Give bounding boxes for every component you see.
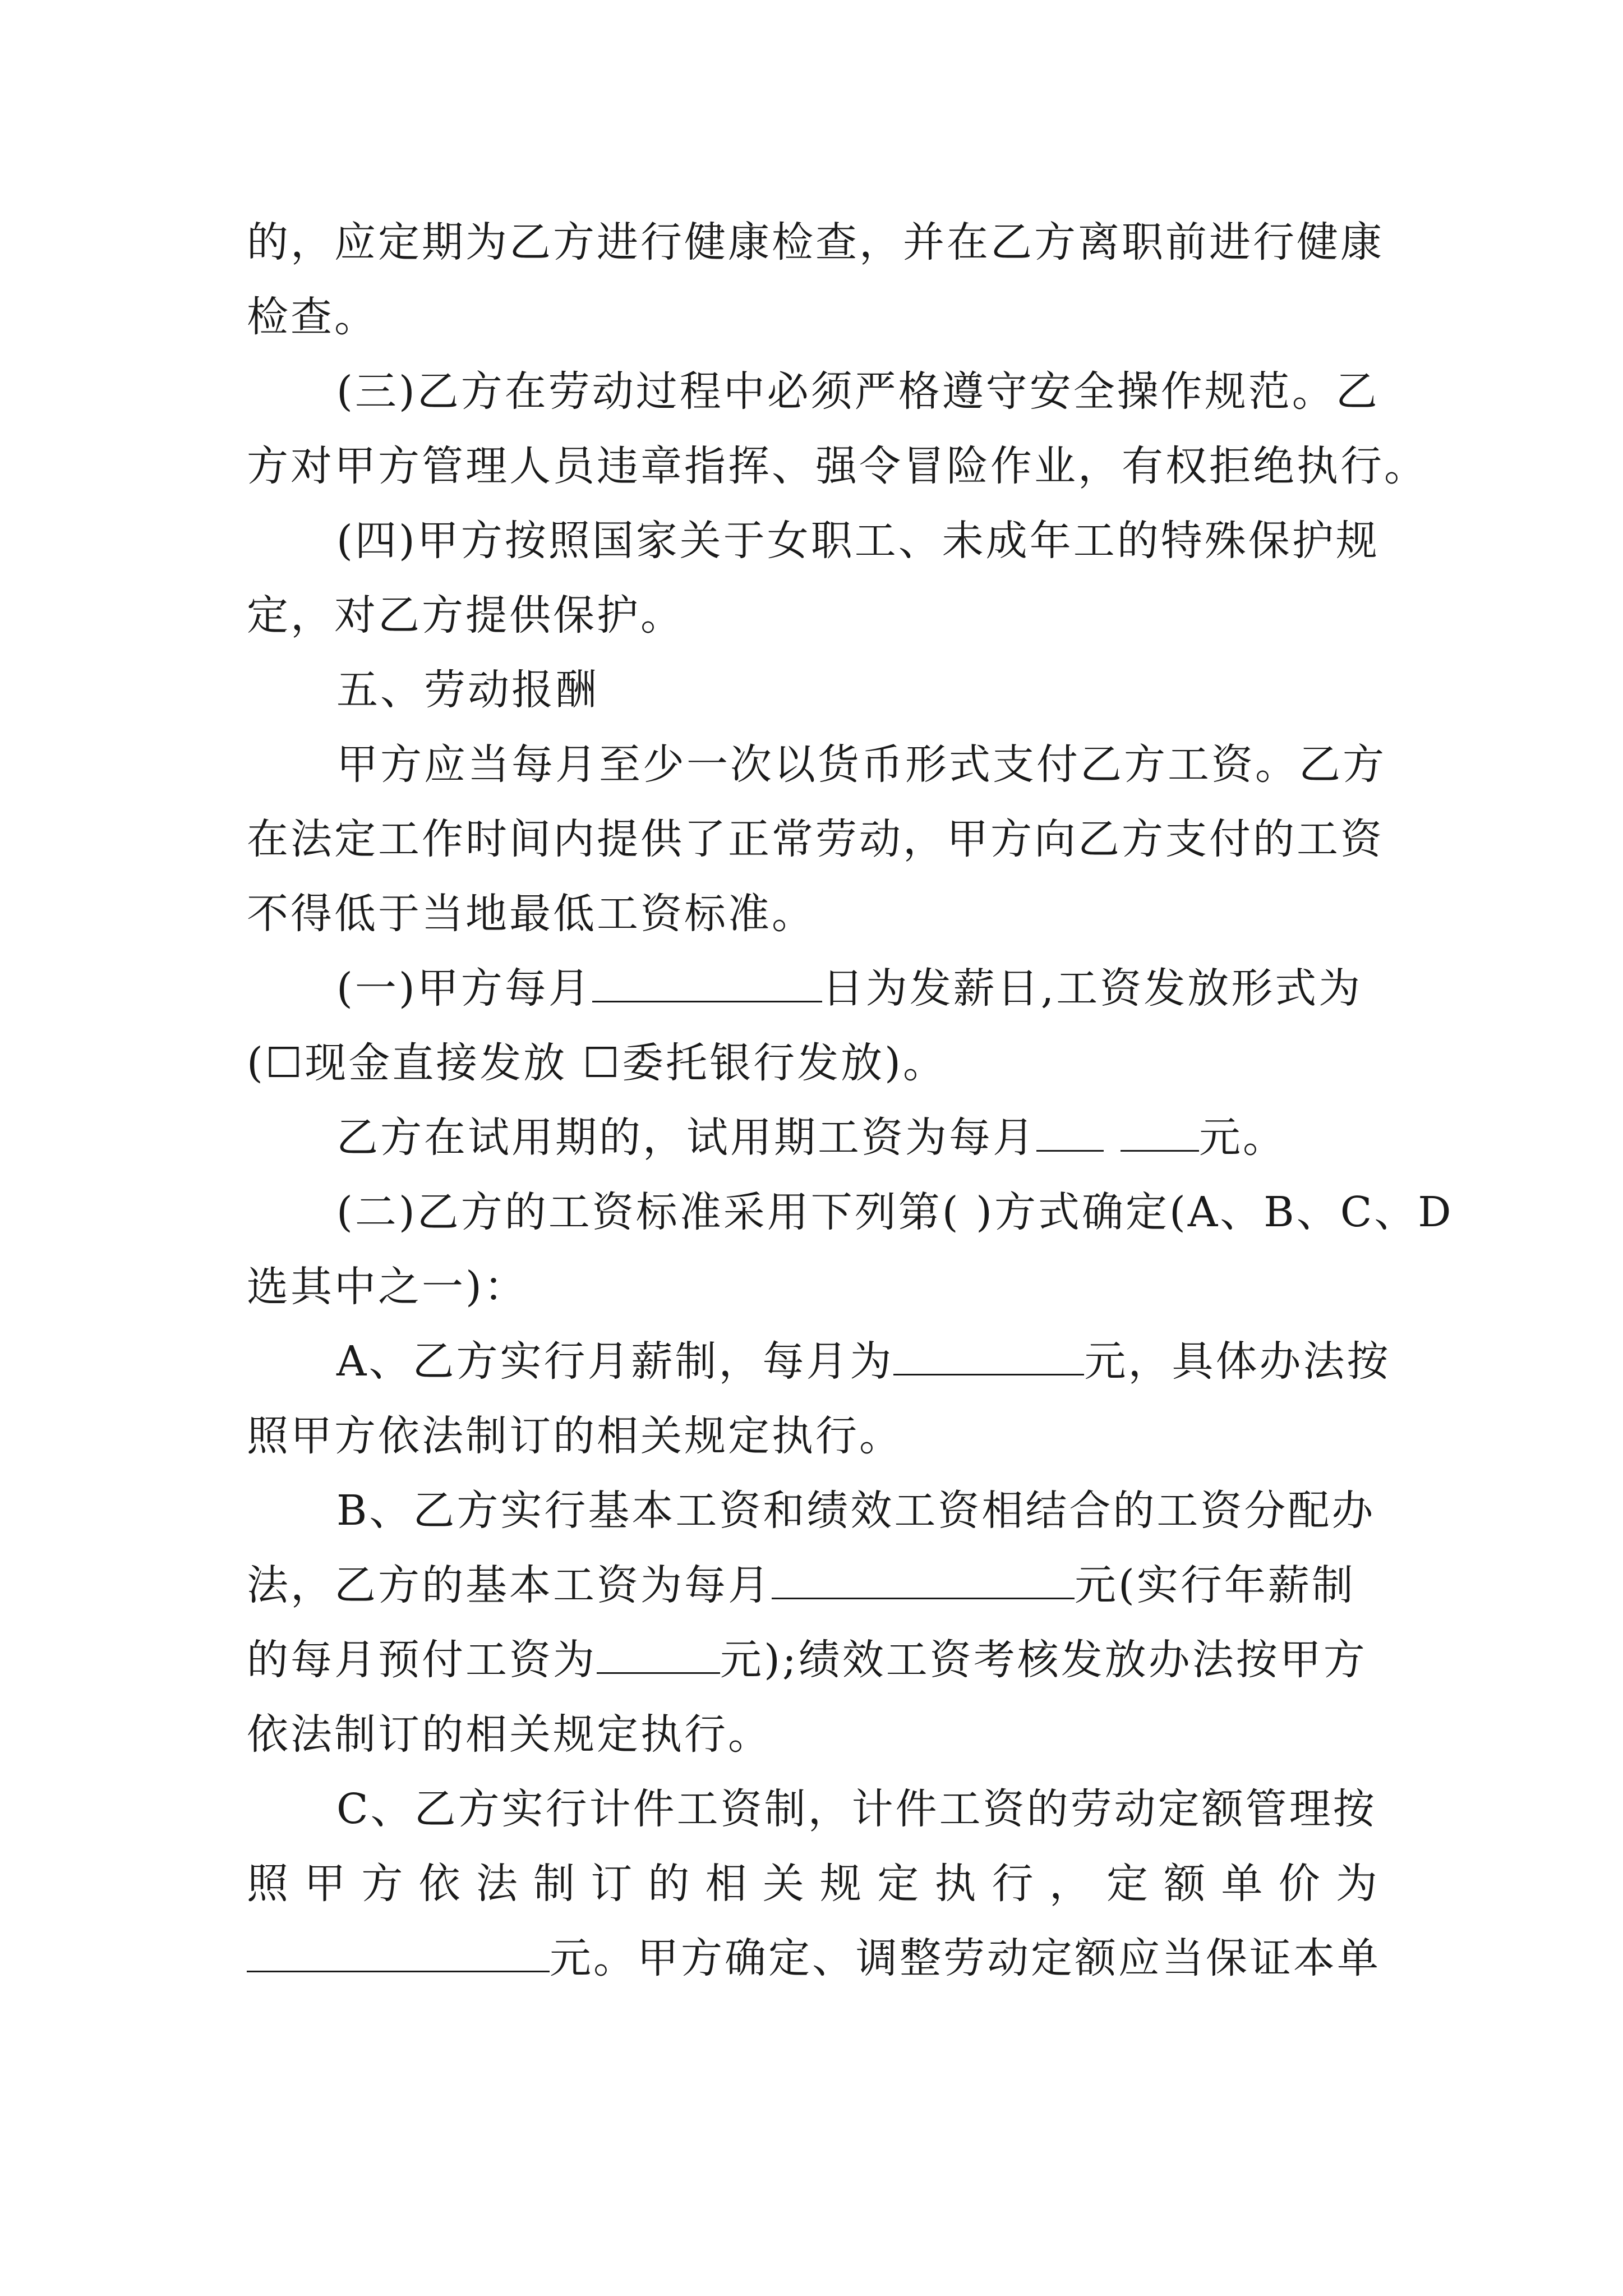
paragraph-line [247, 1253, 528, 1320]
justified-char: 行 [992, 1860, 1034, 1908]
justified-char: 定 [877, 1860, 919, 1908]
justified-char: 法 [476, 1860, 518, 1908]
justified-char: 甲 [304, 1860, 346, 1908]
probation-wage-blank-2[interactable] [1121, 1111, 1199, 1152]
text: (二)乙方的工资标准采用下列第( )方式确定(A、B、C、D [336, 1188, 1454, 1236]
text: 不得低于当地最低工资标准。 [247, 890, 815, 938]
paragraph-line [247, 209, 1384, 276]
justified-char: 为 [1335, 1860, 1377, 1908]
text: 定，对乙方提供保护。 [247, 591, 684, 639]
text: 乙方在试用期的，试用期工资为每月 [336, 1114, 1036, 1162]
text: 元。甲方确定、调整劳动定额应当保证本单 [550, 1934, 1381, 1982]
text: (三)乙方在劳动过程中必须严格遵守安全操作规范。乙 [336, 367, 1380, 416]
text: 照甲方依法制订的相关规定执行。 [247, 1412, 903, 1460]
paragraph-line [247, 1701, 772, 1768]
justified-char: 订 [591, 1860, 633, 1908]
text: 方对甲方管理人员违章指挥、强令冒险作业，有权拒绝执行。 [247, 442, 1428, 490]
justified-char: 单 [1221, 1860, 1263, 1908]
payment-method-line [247, 1029, 947, 1097]
text: 在法定工作时间内提供了正常劳动，甲方向乙方支付的工资 [247, 815, 1384, 863]
justified-char: 的 [648, 1860, 690, 1908]
justified-char: 定 [1106, 1860, 1149, 1908]
paragraph-line [247, 1925, 1381, 1992]
payday-blank[interactable] [592, 961, 822, 1002]
text: (一)甲方每月 [336, 964, 592, 1013]
option-a-line [336, 1328, 1390, 1395]
text: 元。 [1199, 1114, 1287, 1162]
clause-four-line [336, 507, 1380, 574]
text: 选其中之一)： [247, 1263, 528, 1311]
text: 元);绩效工资考核发放办法按甲方 [720, 1636, 1367, 1684]
justified-char: 照 [247, 1860, 288, 1908]
justified-char: 方 [361, 1860, 403, 1908]
text: C、乙方实行计件工资制，计件工资的劳动定额管理按 [336, 1785, 1377, 1833]
section-title: 五、劳动报酬 [336, 666, 599, 714]
clause-three-line [336, 358, 1380, 425]
justified-char: 关 [762, 1860, 804, 1908]
justified-char: 规 [820, 1860, 862, 1908]
text: 依法制订的相关规定执行。 [247, 1710, 772, 1759]
justified-char: 制 [533, 1860, 575, 1908]
clause-one-line [336, 955, 1362, 1022]
unit-price-blank[interactable] [247, 1931, 550, 1972]
probation-wage-line [336, 1104, 1287, 1171]
justified-char: 执 [934, 1860, 976, 1908]
monthly-salary-blank[interactable] [893, 1335, 1084, 1375]
section-heading [336, 656, 599, 724]
justified-char: 相 [705, 1860, 747, 1908]
paragraph-line [247, 432, 1428, 500]
justified-char: 额 [1164, 1860, 1206, 1908]
prepaid-wage-blank[interactable] [597, 1633, 720, 1674]
text: 检查。 [247, 293, 378, 341]
paragraph-line [336, 731, 1386, 798]
text: 法，乙方的基本工资为每月 [247, 1561, 772, 1609]
text: B、乙方实行基本工资和绩效工资相结合的工资分配办 [336, 1487, 1376, 1535]
text: (☐现金直接发放 ☐委托银行发放)。 [247, 1039, 947, 1087]
paragraph-line [247, 283, 378, 351]
paragraph-line [247, 1626, 1367, 1694]
text: 日为发薪日,工资发放形式为 [822, 964, 1363, 1013]
paragraph-line [247, 806, 1384, 873]
option-c-line [336, 1775, 1377, 1843]
option-b-line [336, 1477, 1375, 1544]
text: A、乙方实行月薪制，每月为 [336, 1337, 894, 1386]
paragraph-line [247, 1552, 1355, 1619]
justified-char: 价 [1278, 1860, 1320, 1908]
paragraph-line [247, 1402, 903, 1470]
text: 甲方应当每月至少一次以货币形式支付乙方工资。乙方 [336, 740, 1386, 789]
base-salary-blank[interactable] [772, 1558, 1075, 1599]
paragraph-line [247, 582, 684, 649]
justified-char: 依 [418, 1860, 460, 1908]
paragraph-line [247, 880, 815, 947]
clause-two-line [336, 1179, 1454, 1246]
text: 的，应定期为乙方进行健康检查，并在乙方离职前进行健康 [247, 218, 1384, 266]
text: 元(实行年薪制 [1075, 1561, 1355, 1609]
justified-char: ， [1049, 1860, 1091, 1908]
text: 的每月预付工资为 [247, 1636, 597, 1684]
text: (四)甲方按照国家关于女职工、未成年工的特殊保护规 [336, 517, 1380, 565]
justified-line [247, 1850, 1377, 1917]
probation-wage-blank-1[interactable] [1036, 1111, 1104, 1152]
text: 元，具体办法按 [1084, 1337, 1391, 1386]
